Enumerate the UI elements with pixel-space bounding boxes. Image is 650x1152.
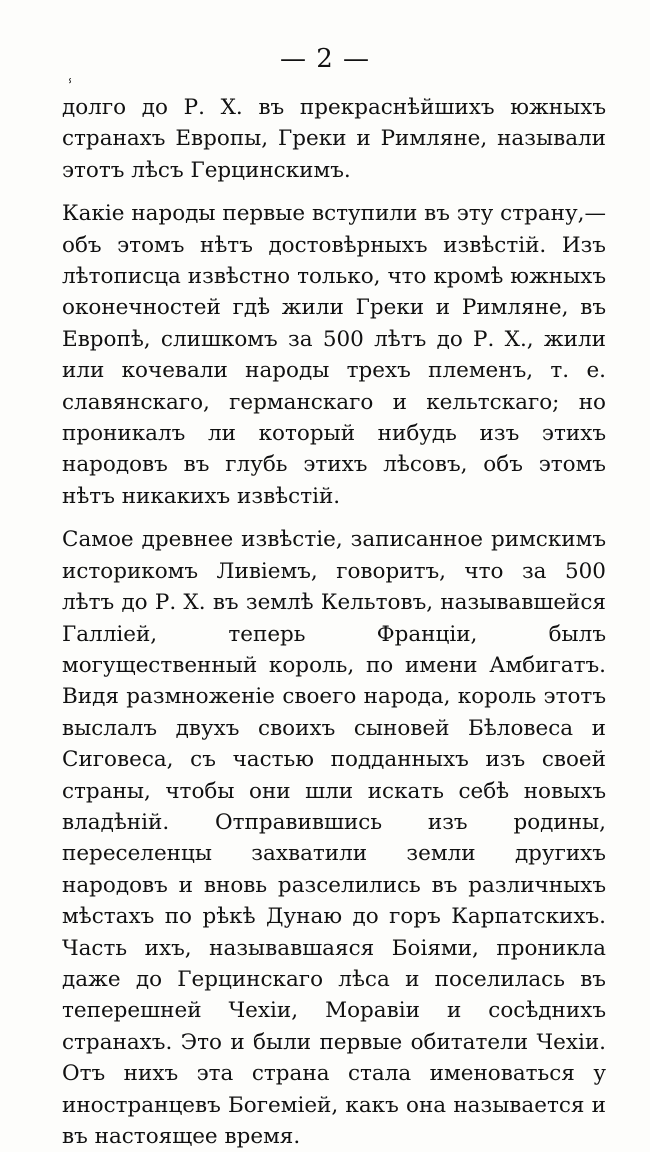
- print-mark: ⸯ: [66, 80, 75, 96]
- page-body: [62, 92, 606, 1152]
- paragraph-2: Какіе народы первые вступили въ эту страну,—объ этомъ нѣтъ достовѣрныхъ извѣстій. Изъ лѣтописца извѣстно только, что кромѣ южныхъ оконечностей гдѣ жили Греки и Римляне, въ Европѣ, слишкомъ за 500 лѣтъ до Р. Х., жили или кочевали народы трехъ племенъ, т. е. славянскаго, германскаго и кельтскаго; но проникалъ ли который нибудь изъ этихъ народовъ въ глубь этихъ лѣсовъ, объ этомъ нѣтъ никакихъ извѣстій.: [62, 201, 606, 509]
- paragraph-3: Самое древнее извѣстіе, записанное римскимъ историкомъ Ливіемъ, говоритъ, что за 500 лѣтъ до Р. Х. въ землѣ Кельтовъ, называвшейся Галліей, теперь Франціи, былъ могущественный король, по имени Амбигатъ. Видя размноженіе своего народа, король этотъ выслалъ двухъ своихъ сыновей Бѣловеса и Сиговеса, съ частью подданныхъ изъ своей страны, чтобы они шли искать себѣ новыхъ владѣній. Отправившись изъ родины, переселенцы захватили земли другихъ народовъ и вновь разселились въ различныхъ мѣстахъ по рѣкѣ Дунаю до горъ Карпатскихъ. Часть ихъ, называвшаяся Боіями, проникла даже до Герцинскаго лѣса и поселилась въ теперешней Чехіи, Моравіи и сосѣднихъ странахъ. Это и были первые обитатели Чехіи. Отъ нихъ эта страна стала именоваться у иностранцевъ Богеміей, какъ она называется и въ настоящее время.: [62, 527, 606, 1149]
- page-number: — 2 —: [279, 44, 371, 74]
- paragraph-1: долго до Р. Х. въ прекраснѣйшихъ южныхъ странахъ Европы, Греки и Римляне, называли этотъ лѣсъ Герцинскимъ.: [62, 95, 606, 183]
